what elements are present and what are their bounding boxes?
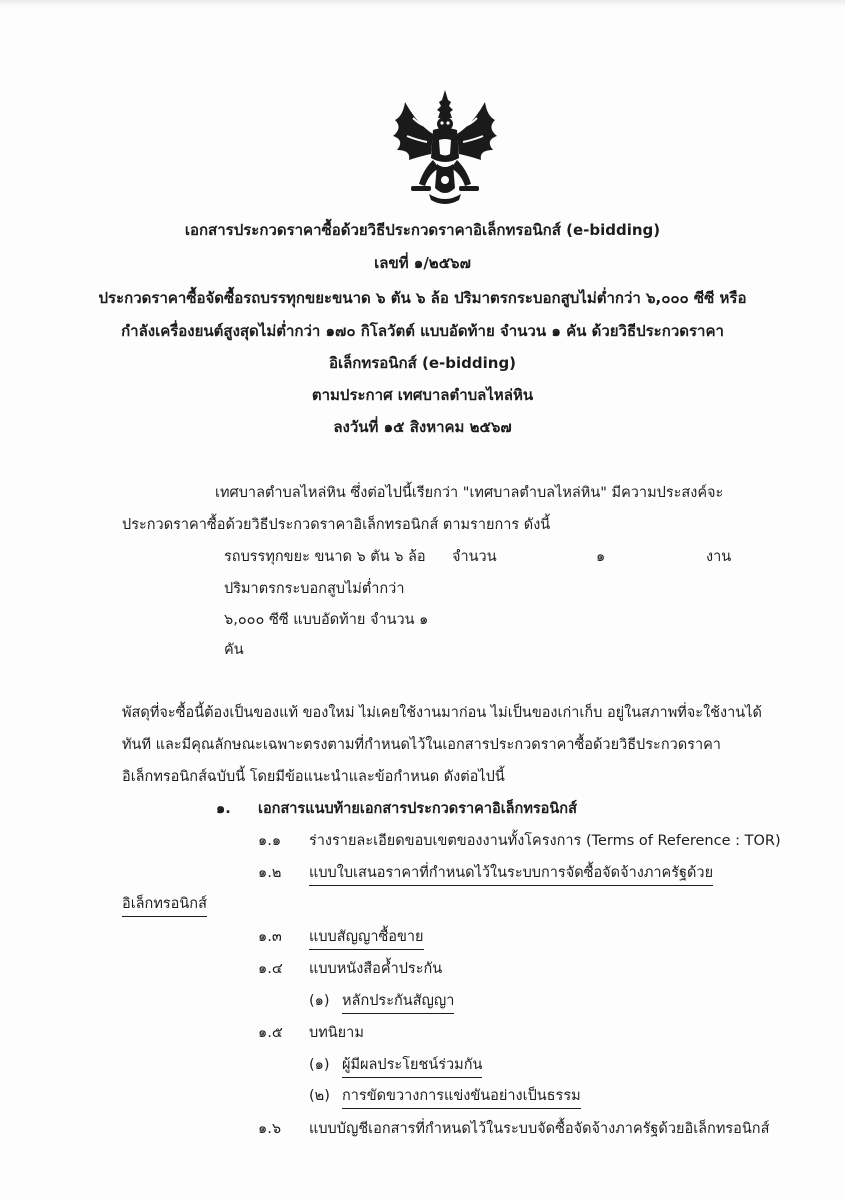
item-1-5-text: บทนิยาม [309, 1025, 364, 1041]
item-qty: ๑ [596, 549, 606, 565]
announcement-line: ตามประกาศ เทศบาลตำบลไหล่หิน [311, 386, 534, 404]
item-1-4-text: แบบหนังสือค้ำประกัน [309, 961, 443, 977]
body-line-2: ทันที และมีคุณลักษณะเฉพาะตรงตามที่กำหนดไว้ในเอกสารประกวดราคาซื้อด้วยวิธีประกวดราคา [122, 737, 721, 753]
subject-line-2: กำลังเครื่องยนต์สูงสุดไม่ต่ำกว่า ๑๗๐ กิโลวัตต์ แบบอัดท้าย จำนวน ๑ คัน ด้วยวิธีประกวดราคา [121, 322, 724, 340]
section-1-number: ๑. [216, 801, 231, 817]
item-1-2-link[interactable]: แบบใบเสนอราคาที่กำหนดไว้ในระบบการจัดซื้อจัดจ้างภาครัฐด้วย [309, 861, 713, 886]
item-1-4-sub-1-link[interactable]: หลักประกันสัญญา [342, 989, 454, 1014]
item-1-4-number: ๑.๔ [258, 961, 283, 977]
body-line-1: พัสดุที่จะซื้อนี้ต้องเป็นของแท้ ของใหม่ ไม่เคยใช้งานมาก่อน ไม่เป็นของเก่าเก็บ อยู่ในสภาพที่จะใช้งานได้ [122, 705, 762, 721]
item-1-6-number: ๑.๖ [258, 1121, 282, 1137]
body-line-3: อิเล็กทรอนิกส์ฉบับนี้ โดยมีข้อแนะนำและข้อกำหนด ดังต่อไปนี้ [122, 769, 505, 785]
item-1-5-sub-2-link[interactable]: การขัดขวางการแข่งขันอย่างเป็นธรรม [342, 1084, 581, 1109]
scan-edge [0, 0, 845, 6]
item-1-6-text: แบบบัญชีเอกสารที่กำหนดไว้ในระบบจัดซื้อจัดจ้างภาครัฐด้วยอิเล็กทรอนิกส์ [309, 1121, 770, 1137]
section-1-title: เอกสารแนบท้ายเอกสารประกวดราคาอิเล็กทรอนิกส์ [258, 801, 577, 817]
item-desc-line-1: รถบรรทุกขยะ ขนาด ๖ ตัน ๖ ล้อ [224, 549, 426, 565]
item-unit: งาน [706, 549, 732, 565]
item-desc-line-3: ๖,๐๐๐ ซีซี แบบอัดท้าย จำนวน ๑ [224, 612, 429, 628]
item-desc-line-2: ปริมาตรกระบอกสูบไม่ต่ำกว่า [224, 581, 405, 597]
item-1-5-sub-1-number: (๑) [309, 1057, 330, 1073]
doc-number: เลขที่ ๑/๒๕๖๗ [374, 254, 471, 272]
item-qty-label: จำนวน [452, 549, 497, 565]
announcement-date: ลงวันที่ ๑๕ สิงหาคม ๒๕๖๗ [333, 418, 512, 436]
item-1-1-text: ร่างรายละเอียดขอบเขตของงานทั้งโครงการ (Terms of Reference : TOR) [309, 833, 781, 849]
intro-line-2: ประกวดราคาซื้อด้วยวิธีประกวดราคาอิเล็กทรอนิกส์ ตามรายการ ดังนี้ [122, 517, 551, 533]
item-1-5-number: ๑.๕ [258, 1025, 283, 1041]
item-1-5-sub-2-number: (๒) [309, 1088, 330, 1104]
item-1-4-sub-1-number: (๑) [309, 993, 330, 1009]
item-1-1-number: ๑.๑ [258, 833, 282, 849]
item-1-2-link-cont[interactable]: อิเล็กทรอนิกส์ [122, 892, 207, 917]
garuda-emblem-icon [389, 88, 501, 206]
item-desc-line-4: คัน [224, 642, 244, 658]
item-1-3-link[interactable]: แบบสัญญาซื้อขาย [309, 925, 424, 950]
subject-line-1: ประกวดราคาซื้อจัดซื้อรถบรรทุกขยะขนาด ๖ ตัน ๖ ล้อ ปริมาตรกระบอกสูบไม่ต่ำกว่า ๖,๐๐๐ ซีซี หรือ [98, 289, 747, 307]
doc-title: เอกสารประกวดราคาซื้อด้วยวิธีประกวดราคาอิเล็กทรอนิกส์ (e-bidding) [184, 221, 661, 239]
item-1-5-sub-1-link[interactable]: ผู้มีผลประโยชน์ร่วมกัน [342, 1053, 482, 1078]
item-1-3-number: ๑.๓ [258, 929, 282, 945]
intro-line-1: เทศบาลตำบลไหล่หิน ซึ่งต่อไปนี้เรียกว่า "เทศบาลตำบลไหล่หิน" มีความประสงค์จะ [215, 485, 724, 501]
subject-line-3: อิเล็กทรอนิกส์ (e-bidding) [328, 354, 517, 372]
item-1-2-number: ๑.๒ [258, 865, 282, 881]
